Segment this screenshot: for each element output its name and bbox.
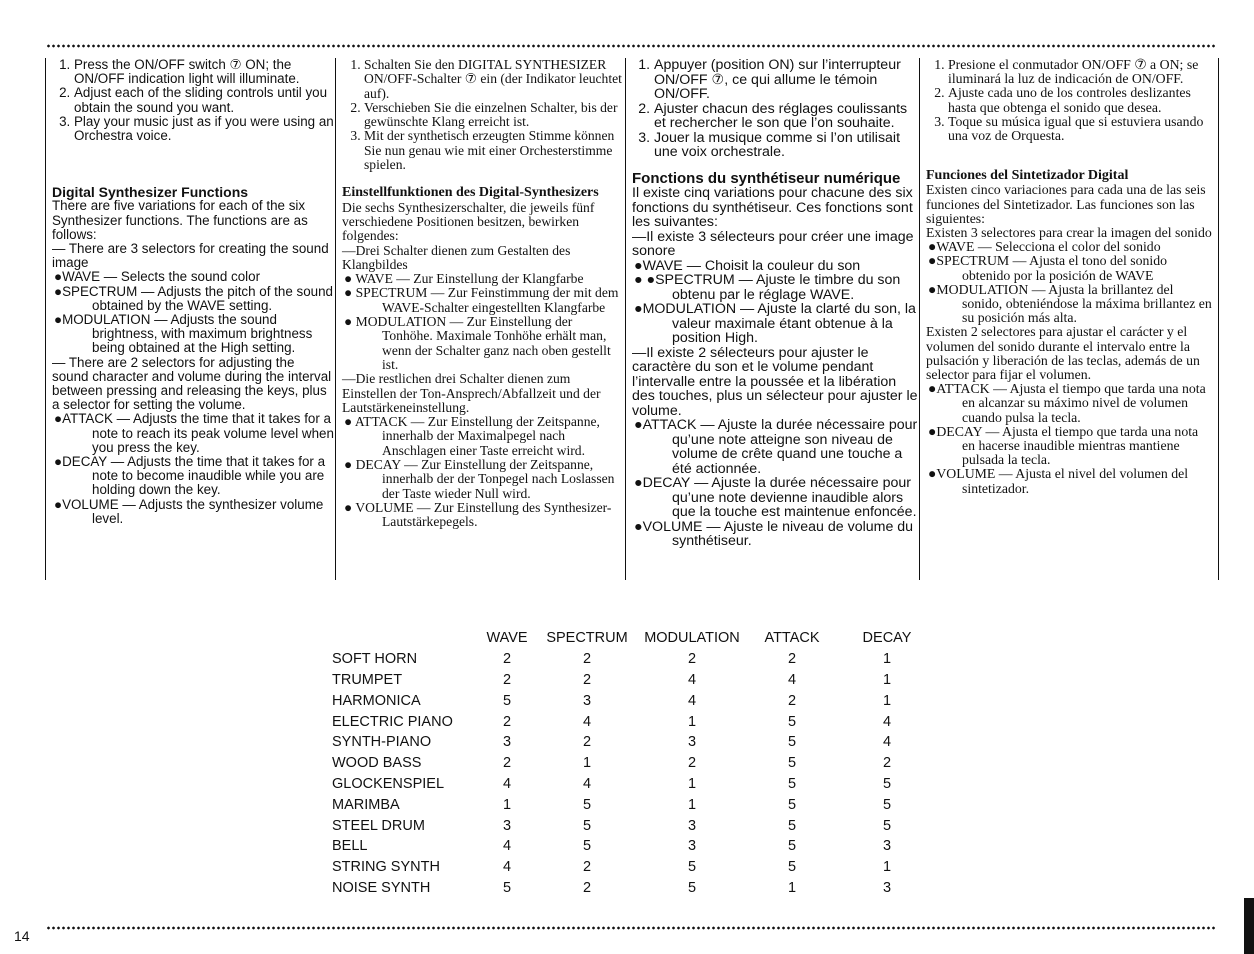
french-volume-item: ●VOLUME — Ajuste le niveau de volume du synthétiseur. (634, 518, 914, 549)
german-attack-item: ● ATTACK — Zur Einstellung der Zeitspanne, innerhalb der Maximalpegel nach Anschlagen einer Taste erreicht wird. (344, 414, 600, 458)
table-cell-value: 5 (582, 817, 592, 834)
table-cell-value: 1 (502, 796, 512, 813)
table-row (332, 815, 932, 836)
table-cell-value: 2 (502, 671, 512, 688)
german-intro: Die sechs Synthesizerschalter, die jeweils fünf verschiedene Positionen besitzen, bewirken folgendes: (342, 199, 595, 244)
table-cell-value: 5 (787, 796, 797, 813)
table-cell-value: 1 (882, 671, 892, 688)
table-cell-value: 3 (687, 817, 697, 834)
table-cell-value: 2 (787, 651, 797, 668)
table-cell-value: 3 (582, 692, 592, 709)
french-attack-item: ●ATTACK — Ajuste la durée nécessaire pour qu’une note atteigne son niveau de volume de crête quand une touche a été actionnée. (634, 417, 918, 477)
table-cell-value: 5 (687, 879, 697, 896)
english-heading: Digital Synthesizer Functions (52, 184, 249, 201)
table-cell-value: 4 (582, 713, 592, 730)
table-header-wave: WAVE (486, 630, 528, 647)
english-spectrum-item: ●SPECTRUM — Adjusts the pitch of the sound obtained by the WAVE setting. (54, 283, 333, 313)
spanish-step-3: 3. Toque su música igual que si estuviera usando una voz de Orquesta. (948, 115, 1214, 143)
table-cell-value: 5 (787, 817, 797, 834)
german-decay-item: ● DECAY — Zur Einstellung der Zeitspanne, innerhalb der der Tonpegel nach Loslassen der Taste wieder Null wird. (344, 457, 615, 501)
english-step-1: 1. Press the ON/OFF switch ⑦ ON; the ON/OFF indication light will illuminate. (74, 58, 334, 86)
table-cell-value: 5 (787, 775, 797, 792)
table-row (332, 649, 932, 670)
table-cell-voice: WOOD BASS (332, 755, 422, 772)
table-cell-value: 5 (882, 796, 892, 813)
spanish-decay-item: ●DECAY — Ajusta el tiempo que tarda una nota en hacerse inaudible mientras mantiene pulsada la tecla. (928, 423, 1199, 468)
page-edge-bar (1244, 898, 1254, 954)
table-cell-value: 1 (687, 713, 697, 730)
german-modulation-item: ● MODULATION — Zur Einstellung der Tonhöhe. Maximale Tonhöhe erhält man, wenn der Schalter ganz nach oben gestellt ist. (344, 314, 611, 372)
table-cell-value: 2 (687, 755, 697, 772)
english-steps (52, 58, 334, 143)
table-cell-value: 3 (502, 734, 512, 751)
table-cell-value: 5 (502, 879, 512, 896)
table-cell-value: 4 (882, 734, 892, 751)
table-cell-value: 1 (787, 879, 797, 896)
table-cell-value: 4 (502, 859, 512, 876)
spanish-spectrum-item: ●SPECTRUM — Ajusta el tono del sonido obtenido por la posición de WAVE (928, 253, 1168, 283)
spanish-attack-item: ●ATTACK — Ajusta el tiempo que tarda una nota en alcanzar su máximo nivel de volumen cuando pulsa la tecla. (928, 381, 1206, 425)
german-wave-item: ● WAVE — Zur Einstellung der Klangfarbe (344, 271, 584, 287)
spanish-step-1: 1. Presione el conmutador ON/OFF ⑦ a ON; se iluminará la luz de indicación de ON/OFF. (948, 58, 1214, 86)
french-step-1: 1. Appuyer (position ON) sur l’interrupteur ON/OFF ⑦, ce qui allume le témoin ON/OFF. (654, 58, 919, 102)
french-wave-item: ●WAVE — Choisit la couleur du son (634, 257, 861, 274)
table-cell-value: 2 (502, 755, 512, 772)
table-header-voice (332, 628, 482, 649)
table-cell-value: 3 (502, 817, 512, 834)
english-decay-item: ●DECAY — Adjusts the time that it takes for a note to become inaudible while you are holding down the key. (54, 454, 326, 498)
table-cell-value: 1 (582, 755, 592, 772)
table-row (332, 857, 932, 878)
german-step-1: 1. Schalten Sie den DIGITAL SYNTHESIZER ON/OFF-Schalter ⑦ ein (der Indikator leuchtet auf). (364, 58, 625, 101)
table-cell-value: 2 (687, 651, 697, 668)
table-cell-voice: STEEL DRUM (332, 817, 425, 834)
table-cell-voice: TRUMPET (332, 671, 403, 688)
table-cell-value: 5 (787, 734, 797, 751)
table-cell-value: 3 (687, 734, 697, 751)
table-cell-value: 1 (882, 692, 892, 709)
english-attack-item: ●ATTACK — Adjusts the time that it takes for a note to reach its peak volume level when you press the key. (54, 411, 334, 455)
table-header-spectrum: SPECTRUM (546, 630, 628, 647)
table-row (332, 711, 932, 732)
top-dotted-rule (46, 44, 1216, 48)
french-decay-item: ●DECAY — Ajuste la durée nécessaire pour qu’une note devienne inaudible alors que la touche est maintenue enfoncée. (634, 475, 917, 520)
bottom-dotted-rule (46, 926, 1216, 930)
table-cell-value: 5 (787, 713, 797, 730)
french-spectrum-item: ● ●SPECTRUM — Ajuste le timbre du son obtenu par le réglage WAVE. (634, 272, 901, 303)
voice-settings-table (332, 628, 932, 898)
table-cell-value: 5 (502, 692, 512, 709)
french-selectors-2: —Il existe 2 sélecteurs pour ajuster le caractère du son et le volume pendant l’intervalle entre la poussée et la libération des touches, plus un sélecteur pour ajuster le volume. (632, 344, 918, 419)
table-row (332, 732, 932, 753)
table-cell-voice: BELL (332, 838, 368, 855)
table-row (332, 690, 932, 711)
table-cell-value: 2 (502, 713, 512, 730)
english-column (45, 58, 334, 580)
table-cell-value: 4 (582, 775, 592, 792)
table-cell-value: 1 (882, 859, 892, 876)
english-step-2: 2. Adjust each of the sliding controls until you obtain the sound you want. (74, 86, 334, 114)
german-volume-item: ● VOLUME — Zur Einstellung des Synthesizer-Lautstärkepegels. (344, 499, 612, 530)
french-heading: Fonctions du synthétiseur numérique (632, 169, 901, 187)
spanish-intro: Existen cinco variaciones para cada una de las seis funciones del Sintetizador. Las funciones son las siguientes: (926, 182, 1206, 226)
english-wave-item: ●WAVE — Selects the sound color (54, 269, 261, 285)
german-column (335, 58, 625, 580)
table-cell-voice: SOFT HORN (332, 651, 418, 668)
spanish-column (919, 58, 1219, 580)
english-step-3: 3. Play your music just as if you were using an Orchestra voice. (74, 115, 334, 143)
table-header-attack: ATTACK (764, 630, 820, 647)
spanish-heading: Funciones del Sintetizador Digital (926, 168, 1129, 184)
table-cell-voice: GLOCKENSPIEL (332, 775, 445, 792)
table-cell-voice: MARIMBA (332, 796, 400, 813)
german-step-2: 2. Verschieben Sie die einzelnen Schalter, bis der gewünschte Klang erreicht ist. (364, 101, 625, 130)
table-cell-value: 1 (687, 775, 697, 792)
german-heading: Einstellfunktionen des Digital-Synthesizers (342, 185, 599, 201)
table-cell-value: 4 (882, 713, 892, 730)
table-cell-value: 2 (502, 651, 512, 668)
french-steps (632, 58, 919, 160)
table-cell-voice: ELECTRIC PIANO (332, 713, 453, 730)
page-number: 14 (14, 928, 30, 944)
table-header-decay: DECAY (862, 630, 912, 647)
table-cell-value: 2 (787, 692, 797, 709)
table-cell-value: 5 (582, 838, 592, 855)
table-cell-value: 2 (582, 879, 592, 896)
table-cell-value: 3 (687, 838, 697, 855)
table-cell-value: 4 (787, 671, 797, 688)
table-cell-value: 1 (882, 651, 892, 668)
english-intro: There are five variations for each of the six Synthesizer functions. The functions are as follows: (52, 198, 308, 242)
table-cell-value: 2 (582, 651, 592, 668)
english-volume-item: ●VOLUME — Adjusts the synthesizer volume level. (54, 496, 324, 526)
table-cell-value: 3 (882, 838, 892, 855)
french-step-2: 2. Ajuster chacun des réglages coulissants et rechercher le son que l’on souhaite. (654, 102, 919, 131)
table-cell-voice: NOISE SYNTH (332, 879, 431, 896)
english-selectors-2: — There are 2 selectors for adjusting the sound character and volume during the interval between pressing and releasing the keys, plus a selector for setting the volume. (52, 354, 332, 413)
table-cell-value: 5 (882, 775, 892, 792)
table-cell-value: 4 (687, 671, 697, 688)
table-cell-value: 2 (582, 734, 592, 751)
table-cell-value: 2 (582, 859, 592, 876)
table-header-row (332, 628, 932, 649)
french-modulation-item: ●MODULATION — Ajuste la clarté du son, la valeur maximale étant obtenue à la position High. (634, 301, 916, 346)
table-row (332, 836, 932, 857)
table-cell-voice: STRING SYNTH (332, 859, 440, 876)
spanish-volume-item: ●VOLUME — Ajusta el nivel del volumen del sintetizador. (928, 466, 1189, 496)
table-cell-value: 5 (582, 796, 592, 813)
spanish-wave-item: ●WAVE — Selecciona el color del sonido (928, 239, 1161, 255)
table-cell-value: 4 (502, 775, 512, 792)
table-header-modulation: MODULATION (644, 630, 740, 647)
table-body (332, 649, 932, 899)
table-cell-value: 2 (882, 755, 892, 772)
french-step-3: 3. Jouer la musique comme si l’on utilisait une voix orchestrale. (654, 131, 919, 160)
table-cell-voice: HARMONICA (332, 692, 421, 709)
french-column (625, 58, 919, 580)
table-cell-value: 5 (787, 859, 797, 876)
table-cell-voice: SYNTH-PIANO (332, 734, 432, 751)
english-selectors-1: — There are 3 selectors for creating the sound image (52, 241, 329, 271)
spanish-selectors-2: Existen 2 selectores para ajustar el carácter y el volumen del sonido durante el intervalo entre la pulsación y liberación de las teclas, además de un selector para fijar el volumen. (926, 324, 1200, 383)
table-cell-value: 2 (582, 671, 592, 688)
table-cell-value: 5 (687, 859, 697, 876)
table-cell-value: 3 (882, 879, 892, 896)
table-row (332, 878, 932, 899)
german-steps (342, 58, 625, 172)
spanish-steps (926, 58, 1214, 143)
table-cell-value: 1 (687, 796, 697, 813)
spanish-modulation-item: ●MODULATION — Ajusta la brillantez del sonido, obteniéndose la máxima brillantez en su posición más alta. (928, 281, 1212, 326)
table-cell-value: 5 (787, 838, 797, 855)
table-cell-value: 4 (502, 838, 512, 855)
spanish-step-2: 2. Ajuste cada uno de los controles deslizantes hasta que obtenga el sonido que desea. (948, 86, 1214, 114)
german-spectrum-item: ● SPECTRUM — Zur Feinstimmung der mit dem WAVE-Schalter eingestellten Klangfarbe (344, 285, 619, 315)
table-cell-value: 5 (882, 817, 892, 834)
table-cell-value: 4 (687, 692, 697, 709)
table-row (332, 774, 932, 795)
german-selectors-1: —Drei Schalter dienen zum Gestalten des Klangbildes (342, 242, 571, 272)
french-selectors-1: —Il existe 3 sélecteurs pour créer une image sonore (632, 228, 914, 259)
table-row (332, 670, 932, 691)
english-modulation-item: ●MODULATION — Adjusts the sound brightness, with maximum brightness being obtained at the High setting. (54, 312, 313, 356)
german-selectors-2: —Die restlichen drei Schalter dienen zum Einstellen der Ton-Ansprech/Abfallzeit und der Lautstärkeneinstellung. (342, 371, 601, 415)
table-row (332, 753, 932, 774)
table-cell-value: 5 (787, 755, 797, 772)
table-row (332, 794, 932, 815)
spanish-selectors-1: Existen 3 selectores para crear la imagen del sonido (926, 225, 1212, 241)
french-intro: Il existe cinq variations pour chacune des six fonctions du synthétiseur. Ces fonctions sont les suivantes: (632, 185, 913, 230)
german-step-3: 3. Mit der synthetisch erzeugten Stimme können Sie nun genau wie mit einer Orchesterstimme spielen. (364, 129, 625, 172)
